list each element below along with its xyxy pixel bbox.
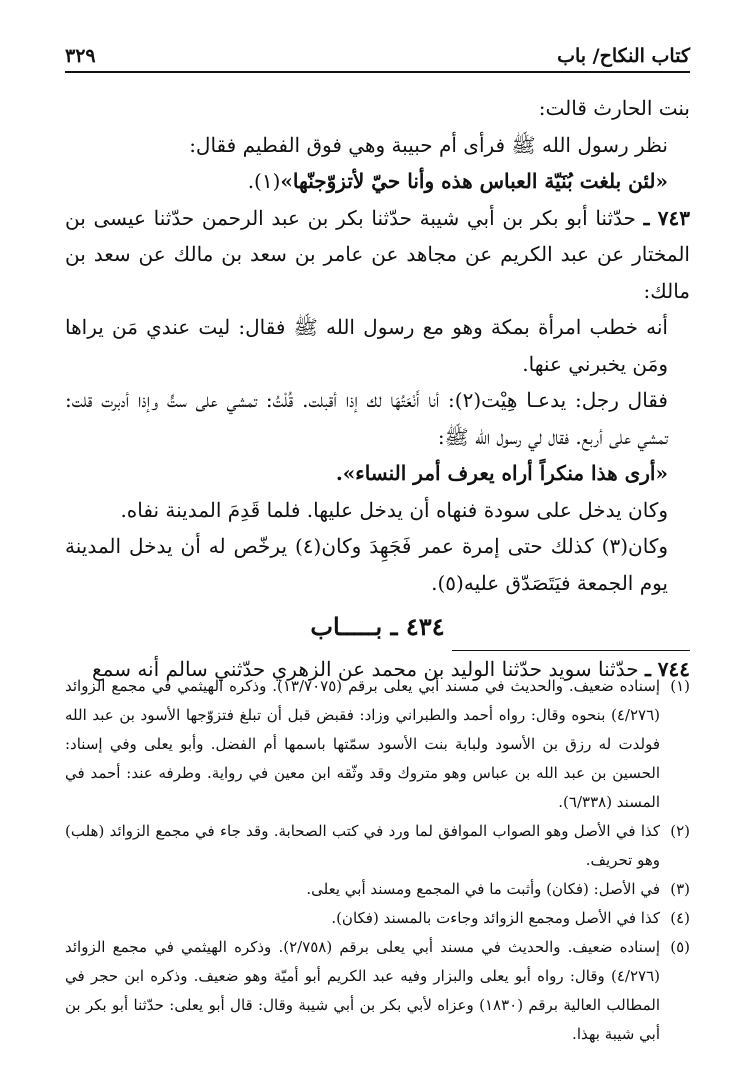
footnote-4-text: كذا في الأصل ومجمع الزوائد وجاءت بالمسند (فكان). — [331, 909, 660, 927]
paragraph-8: وكان(٣) كذلك حتى إمرة عمر فَجَهِدَ وكان(٤) يرخّص له أن يدخل المدينة يوم الجمعة فيَتَصَدّق عليه(٥). — [65, 534, 668, 595]
footnote-2 — [65, 817, 690, 875]
footnote-3-text: في الأصل: (فكان) وأثبت ما في المجمع ومسند أبي يعلى. — [306, 880, 660, 898]
footnotes — [65, 672, 690, 1049]
paragraph-2: نظر رسول الله ﷺ فرأى أم حبيبة وهي فوق الفطيم فقال: — [189, 132, 668, 157]
hadith-743 — [65, 200, 690, 310]
footnote-5-text: إسناده ضعيف. والحديث في مسند أبي يعلى برقم (٢/٧٥٨). وذكره الهيثمي في مجمع الزوائد (٤/٢٧٦) وقال: رواه أبو يعلى والبزار وفيه عبد الكريم أبو أميّة وهو ضعيف. وذكره ابن حجر في المطالب العالية برقم (١٨٣٠) وعزاه لأبي بكر بن أبي شيبة وقال: قال أبو يعلى: حدّثنا أبو بكر بن أبي شيبة بهذا. — [65, 938, 661, 1043]
footnote-ref-1: (١). — [247, 169, 281, 193]
prophetic-quote-2: «أرى هذا منكراً أراه يعرف أمر النساء». — [335, 461, 668, 485]
paragraph-5: فقال رجل: يدعـا هِيْت(٢): أنا أَنْعَتُهَا لك إذا أقبلت. قُلْتُ: تمشي على ستٍّ وإذا أدبرت قلت: تمشي على أربع. فقال لي رسول الله ﷺ: — [65, 388, 668, 449]
paragraph-7: وكان يدخل على سودة فنهاه أن يدخل عليها. فلما قَدِمَ المدينة نفاه. — [120, 497, 668, 522]
footnote-2-number: (٢) — [670, 822, 690, 840]
footnote-5-number: (٥) — [670, 938, 691, 956]
footnote-divider — [452, 650, 690, 651]
footnote-1 — [65, 672, 690, 817]
footnote-4-number: (٤) — [670, 909, 690, 927]
hadith-number-743: ٧٤٣ ـ — [643, 205, 690, 230]
page-header — [65, 33, 690, 73]
paragraph-4: أنه خطب امرأة بمكة وهو مع رسول الله ﷺ فقال: ليت عندي مَن يراها ومَن يخبرني عنها. — [65, 315, 668, 376]
footnote-1-number: (١) — [670, 677, 691, 695]
hadith-744-text: حدّثنا سويد حدّثنا الوليد بن محمد عن الزهري حدّثني سالم أنه سمع — [92, 657, 639, 681]
footnote-2-text: كذا في الأصل وهو الصواب الموافق لما ورد في كتب الصحابة. وقد جاء في مجمع الزوائد (هلب) وهو تحريف. — [65, 822, 660, 869]
paragraph-1: بنت الحارث قالت: — [538, 96, 690, 120]
main-text — [65, 90, 690, 688]
running-title: كتاب النكاح/ باب — [557, 45, 690, 67]
footnote-1-text: إسناده ضعيف. والحديث في مسند أبي يعلى برقم (١٣/٧٠٧٥). وذكره الهيثمي في مجمع الزوائد (٤/٢٧٦) بنحوه وقال: رواه أحمد والطبراني وزاد: فقبض قبل أن تبلغ فتزوّجها الأسود بن عبد الله فولدت له رزق بن الأسود ولبابة بنت الأسود سمّتها باسمها أم الفضل. وأبو يعلى وفي إسناد: الحسين بن عبد الله بن عباس وهو متروك وقد وثّقه ابن معين في رواية. وطرفه عند: أحمد في المسند (٦/٣٣٨). — [65, 677, 661, 811]
page-number: ٣٢٩ — [65, 45, 96, 67]
hadith-number-744: ٧٤٤ ـ — [644, 657, 690, 681]
footnote-3-number: (٣) — [670, 880, 690, 898]
footnote-5 — [65, 933, 690, 1049]
footnote-4 — [65, 904, 690, 933]
section-heading: ٤٣٤ ـ بـــــاب — [310, 612, 445, 641]
prophetic-quote-1: «لئن بلغت بُنَيّة العباس هذه وأنا حيّ لأتزوّجنّها» — [280, 169, 668, 193]
paragraph-3 — [65, 163, 690, 200]
hadith-743-text: حدّثنا أبو بكر بن أبي شيبة حدّثنا بكر بن عبد الرحمن حدّثنا عيسى بن المختار عن عبد الكريم عن مجاهد عن عامر بن سعد بن مالك عن سعد بن مالك: — [65, 205, 690, 303]
footnote-3 — [65, 875, 690, 904]
